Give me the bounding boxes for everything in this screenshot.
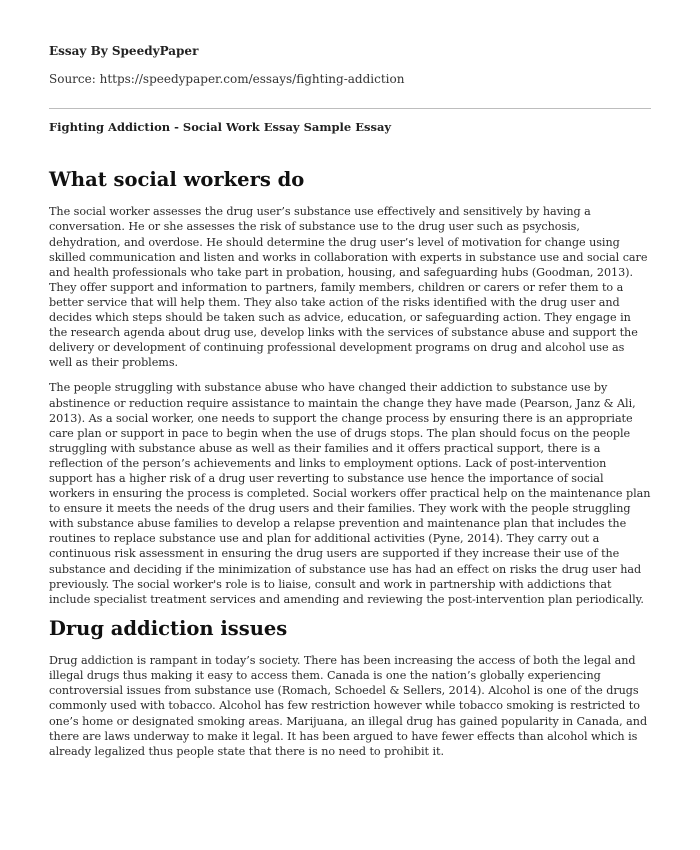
- paragraph: The people struggling with substance abuse who have changed their addiction to substance use by abstinence or reduction require assistance to maintain the change they have made (Pearson, Janz & Ali, 2013). As a social worker, one needs to support the change process by ensuring there is an appropriate care plan or support in pace to begin when the use of drugs stops. The plan should focus on the people struggling with substance abuse as well as their families and it offers practical support, there is a reflection of the person’s achievements and links to employment options. Lack of post-intervention support has a higher risk of a drug user reverting to substance use hence the importance of social workers in ensuring the process is completed. Social workers offer practical help on the maintenance plan to ensure it meets the needs of the drug users and their families. They work with the people struggling with substance abuse families to develop a relapse prevention and maintenance plan that includes the routines to replace substance use and plan for additional activities (Pyne, 2014). They carry out a continuous risk assessment in ensuring the drug users are supported if they increase their use of the substance and deciding if the minimization of substance use has had an effect on risks the drug user had previously. The social worker's role is to liaise, consult and work in partnership with addictions that include specialist treatment services and amending and reviewing the post-intervention plan periodically.: [49, 381, 651, 606]
- document-title: Fighting Addiction - Social Work Essay Sample Essay: [49, 120, 392, 134]
- section-heading-drug-addiction-issues: Drug addiction issues: [49, 616, 288, 640]
- paragraph: Drug addiction is rampant in today’s society. There has been increasing the access of both the legal and illegal drugs thus making it easy to access them. Canada is one the nation’s globally experiencing controversial issues from substance use (Romach, Schoedel & Sellers, 2014). Alcohol is one of the drugs commonly used with tobacco. Alcohol has few restriction however while tobacco smoking is restricted to one’s home or designated smoking areas. Marijuana, an illegal drug has gained popularity in Canada, and there are laws underway to make it legal. It has been argued to have fewer effects than alcohol which is already legalized thus people state that there is no need to prohibit it.: [49, 654, 648, 758]
- section-heading-what-social-workers-do: What social workers do: [49, 168, 305, 191]
- paragraph: The social worker assesses the drug user’s substance use effectively and sensitively by having a conversation. He or she assesses the risk of substance use to the drug user such as psychosis, dehydration, and overdose. He should determine the drug user’s level of motivation for change using skilled communication and listen and works in collaboration with experts in substance use and social care and health professionals who take part in probation, housing, and safeguarding hubs (Goodman, 2013). They offer support and information to partners, family members, children or carers or refer them to a better service that will help them. They also take action of the risks identified with the drug user and decides which steps should be taken such as advice, education, or safeguarding action. They engage in the research agenda about drug use, develop links with the services of substance abuse and support the delivery or development of continuing professional development programs on drug and alcohol use as well as their problems.: [49, 205, 648, 370]
- header-divider: [49, 108, 651, 109]
- source-line: Source: https://speedypaper.com/essays/fighting-addiction: [49, 72, 405, 86]
- essay-author-line: Essay By SpeedyPaper: [49, 44, 199, 58]
- essay-body: [49, 168, 651, 769]
